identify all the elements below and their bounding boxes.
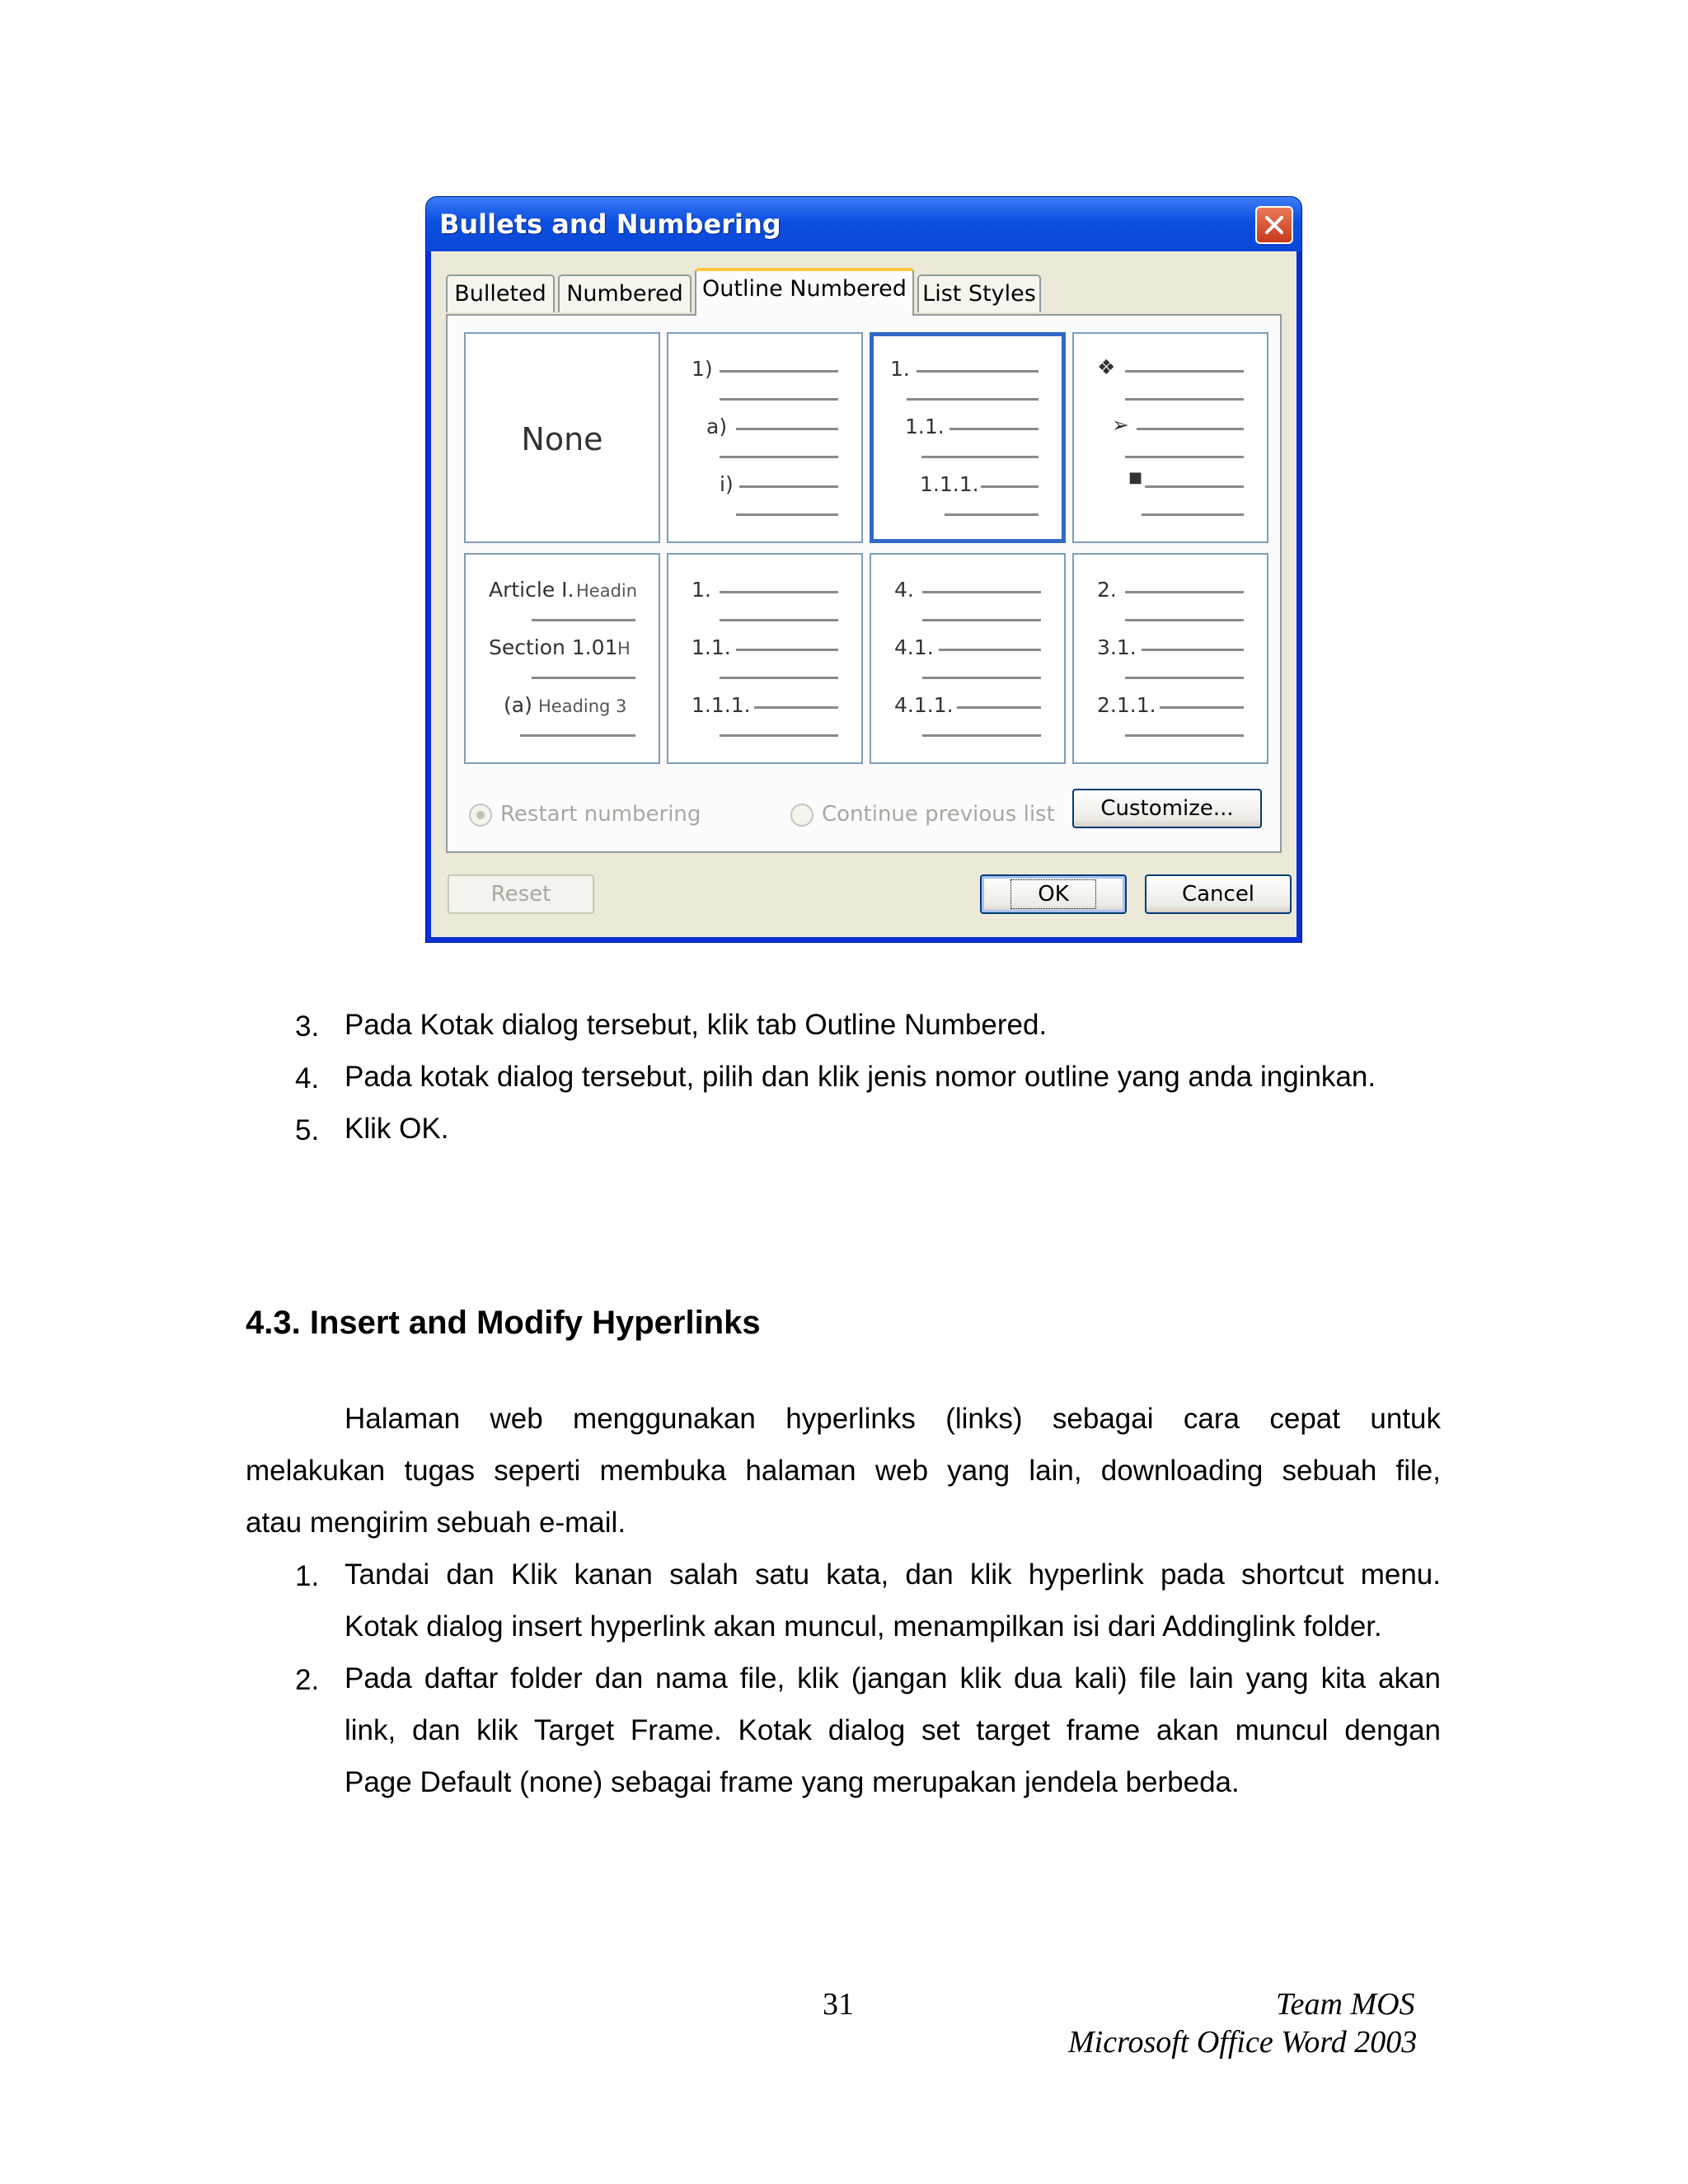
close-icon [1264,215,1284,235]
outline-option-legal-2[interactable]: 2. 3.1. 2.1.1. [1072,553,1268,764]
continue-previous-radio[interactable] [790,804,814,827]
reset-button[interactable]: Reset [448,874,594,914]
tab-list-styles[interactable]: List Styles [917,274,1041,312]
outline-option-decimal-selected[interactable]: 1. 1.1. 1.1.1. [870,332,1066,543]
outline-option-legal-1[interactable]: 1. 1.1. 1.1.1. [667,553,863,764]
outline-option-legal-4[interactable]: 4. 4.1. 4.1.1. [870,553,1066,764]
outline-option-bullets[interactable] [1072,332,1268,543]
tab-outline-numbered[interactable]: Outline Numbered [695,268,914,316]
section-heading: 4.3. Insert and Modify Hyperlinks [246,1305,761,1341]
dialog-client-area [431,251,1296,937]
outline-option-article-section[interactable]: Article I. Headin Section 1.01 H (a) Heading 3 [464,553,660,764]
outline-option-none[interactable] [464,332,660,543]
tab-numbered[interactable]: Numbered [558,274,692,312]
customize-button[interactable]: Customize... [1072,789,1262,828]
arrow-bullet-icon: ➢ [1112,413,1129,437]
page-number: 31 [823,1987,854,2022]
dialog-title: Bullets and Numbering [439,209,781,240]
tab-bulleted[interactable]: Bulleted [446,274,555,312]
restart-numbering-radio[interactable] [469,804,492,827]
cancel-button[interactable]: Cancel [1145,874,1292,914]
ok-button[interactable]: OK [980,874,1127,914]
square-bullet-icon: ■ [1128,469,1143,486]
bullets-numbering-dialog [425,196,1302,943]
outline-option-paren-letters[interactable]: 1) a) i) [667,332,863,543]
footer-product: Microsoft Office Word 2003 [1068,2025,1418,2060]
none-label: None [521,421,603,457]
diamond-bullet-icon: ❖ [1097,355,1116,379]
outline-numbered-panel: None 1) a) i) 1. 1.1. 1.1.1. ❖ ➢ ■ Article I. Headin Section 1.01 H (a) Heading 3 1. 1.1. 1.1.1. 4. 4.1. 4.1.1. 2. 3.1. 2.1.1. Restart numbering Continue previous list Customize... [446,314,1282,853]
dialog-titlebar[interactable] [426,197,1301,251]
close-button[interactable] [1255,206,1293,244]
footer-team: Team MOS [1276,1987,1415,2022]
